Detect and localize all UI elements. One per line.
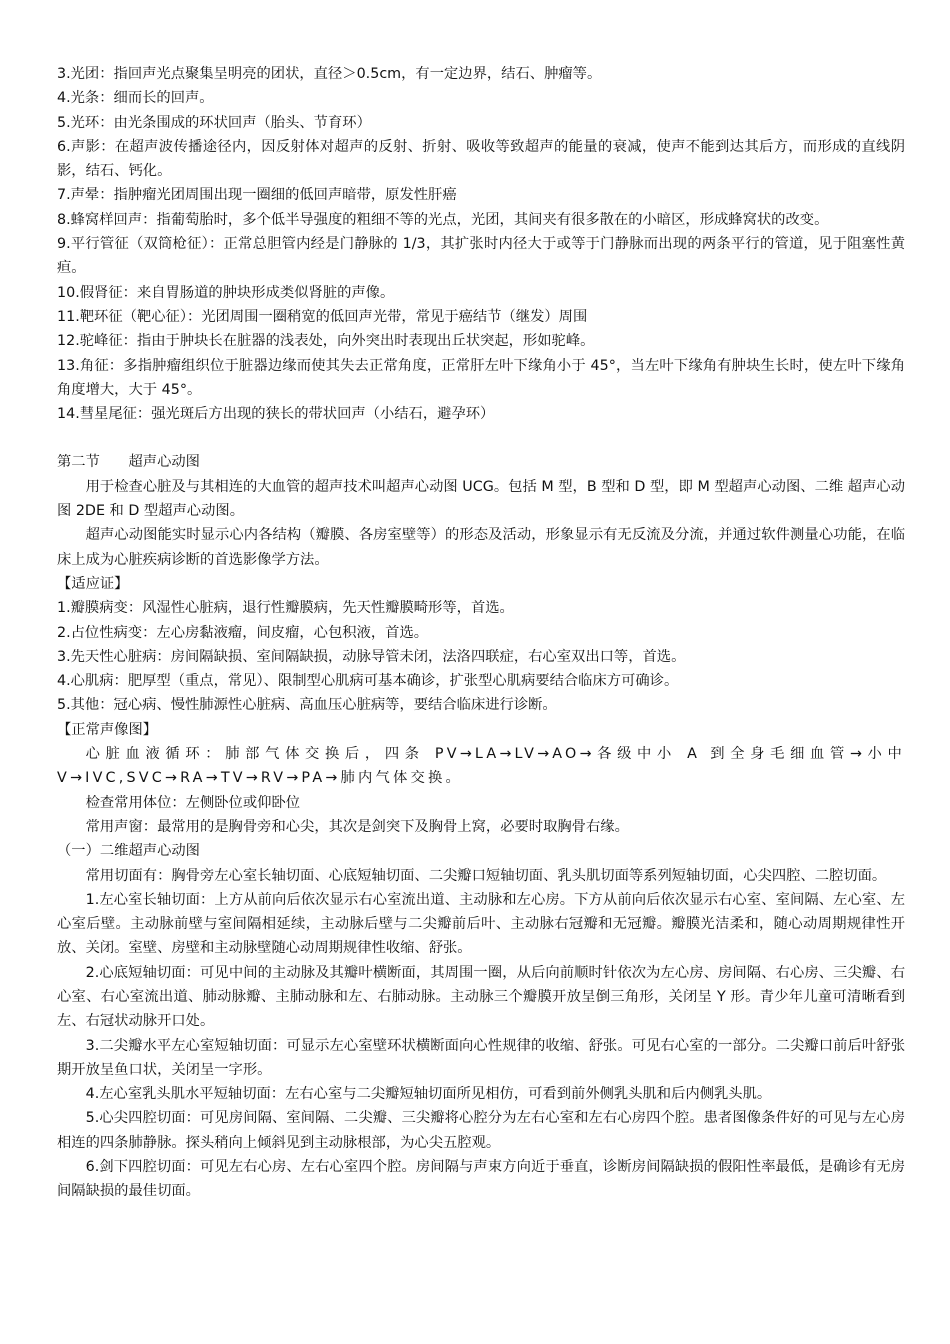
list-item: 14.彗星尾征：强光斑后方出现的狭长的带状回声（小结石，避孕环）	[57, 406, 495, 423]
list-item: 4.左心室乳头肌水平短轴切面：左右心室与二尖瓣短轴切面所见相仿，可看到前外侧乳头肌和后内侧乳头肌。	[85, 1086, 772, 1103]
list-item: 11.靶环征（靶心征）：光团周围一圈稍宽的低回声光带，常见于癌结节（继发）周围	[57, 308, 588, 325]
list-item: 4.光条：细而长的回声。	[57, 90, 214, 107]
list-item: 1.左心室长轴切面：上方从前向后依次显示右心室流出道、主动脉和左心房。下方从前向后依次显示右心室、室间隔、左心室、左心室后壁。主动脉前壁与室间隔相延续，主动脉后壁与二尖瓣前后叶、主动脉右冠瓣和无冠瓣。瓣膜光洁柔和，随心动周期规律性开放、关闭。室壁、房壁和主动脉壁随心动周期规律性收缩、舒张。	[57, 891, 905, 957]
sub-heading: （一）二维超声心动图	[57, 843, 200, 860]
section-title: 第二节 超声心动图	[57, 454, 200, 471]
paragraph-position: 检查常用体位：左侧卧位或仰卧位	[85, 794, 301, 811]
list-item: 8.蜂窝样回声：指葡萄胎时，多个低半导强度的粗细不等的光点，光团，其间夹有很多散在的小暗区，形成蜂窝状的改变。	[57, 211, 829, 228]
list-item: 2.占位性病变：左心房黏液瘤，间皮瘤，心包积液，首选。	[57, 624, 429, 641]
list-item: 5.其他：冠心病、慢性肺源性心脏病、高血压心脏病等，要结合临床进行诊断。	[57, 697, 557, 714]
indications-heading: 【适应证】	[57, 575, 129, 592]
paragraph-intro: 用于检查心脏及与其相连的大血管的超声技术叫超声心动图 UCG。包括 M 型，B 型和 D 型，即 M 型超声心动图、二维 超声心动图 2DE 和 D 型超声心动图。	[57, 478, 905, 520]
list-item: 3.二尖瓣水平左心室短轴切面：可显示左心室壁环状横断面向心性规律的收缩、舒张。可见右心室的一部分。二尖瓣口前后叶舒张期开放呈鱼口状，关闭呈一字形。	[57, 1037, 905, 1078]
list-item: 13.角征：多指肿瘤组织位于脏器边缘而使其失去正常角度，正常肝左叶下缘角小于 45°，当左叶下缘角有肿块生长时，使左叶下缘角角度增大，大于 45°。	[57, 357, 905, 398]
list-item: 5.心尖四腔切面：可见房间隔、室间隔、二尖瓣、三尖瓣将心腔分为左右心室和左右心房四个腔。患者图像条件好的可见与左心房相连的四条肺静脉。探头稍向上倾斜见到主动脉根部，为心尖五腔观。	[57, 1110, 905, 1151]
paragraph-views-intro: 常用切面有：胸骨旁左心室长轴切面、心底短轴切面、二尖瓣口短轴切面、乳头肌切面等系列短轴切面，心尖四腔、二腔切面。	[85, 867, 887, 884]
document-body	[57, 62, 905, 1204]
list-item: 1.瓣膜病变：风湿性心脏病，退行性瓣膜病，先天性瓣膜畸形等，首选。	[57, 600, 514, 617]
list-item: 9.平行管征（双筒枪征）：正常总胆管内经是门静脉的 1/3，其扩张时内径大于或等于门静脉而出现的两条平行的管道，见于阻塞性黄疸。	[57, 236, 905, 277]
list-item: 3.先天性心脏病：房间隔缺损、室间隔缺损，动脉导管未闭，法洛四联症，右心室双出口等，首选。	[57, 648, 686, 665]
list-item: 4.心肌病：肥厚型（重点，常见）、限制型心肌病可基本确诊，扩张型心肌病要结合临床方可确诊。	[57, 673, 679, 690]
paragraph-window: 常用声窗：最常用的是胸骨旁和心尖，其次是剑突下及胸骨上窝，必要时取胸骨右缘。	[85, 818, 629, 835]
paragraph-intro: 超声心动图能实时显示心内各结构（瓣膜、各房室壁等）的形态及活动，形象显示有无反流及分流，并通过软件测量心功能，在临床上成为心脏疾病诊断的首选影像学方法。	[57, 527, 905, 568]
list-item: 5.光环：由光条围成的环状回声（胎头、节育环）	[57, 114, 371, 131]
list-item: 2.心底短轴切面：可见中间的主动脉及其瓣叶横断面，其周围一圈，从后向前顺时针依次为左心房、房间隔、右心房、三尖瓣、右心室、右心室流出道、肺动脉瓣、主肺动脉和左、右肺动脉。主动脉三个瓣膜开放呈倒三角形，关闭呈 Y 形。青少年儿童可清晰看到左、右冠状动脉开口处。	[57, 964, 905, 1030]
normal-image-heading: 【正常声像图】	[57, 721, 158, 738]
list-item: 3.光团：指回声光点聚集呈明亮的团状，直径＞0.5cm，有一定边界，结石、肿瘤等。	[57, 66, 602, 82]
list-item: 6.剑下四腔切面：可见左右心房、左右心室四个腔。房间隔与声束方向近于垂直，诊断房间隔缺损的假阳性率最低，是确诊有无房间隔缺损的最佳切面。	[57, 1159, 905, 1200]
list-item: 6.声影：在超声波传播途径内，因反射体对超声的反射、折射、吸收等致超声的能量的衰减，使声不能到达其后方，而形成的直线阴影，结石、钙化。	[57, 138, 905, 180]
list-item: 7.声晕：指肿瘤光团周围出现一圈细的低回声暗带，原发性肝癌	[57, 187, 457, 204]
paragraph-circulation: 心脏血液循环：肺部气体交换后，四条 PV→LA→LV→AO→各级中小 A 到全身毛细血管→小中 V→IVC,SVC→RA→TV→RV→PA→肺内气体交换。	[57, 746, 905, 787]
list-item: 10.假肾征：来自胃肠道的肿块形成类似肾脏的声像。	[57, 284, 395, 301]
list-item: 12.驼峰征：指由于肿块长在脏器的浅表处，向外突出时表现出丘状突起，形如驼峰。	[57, 333, 595, 350]
